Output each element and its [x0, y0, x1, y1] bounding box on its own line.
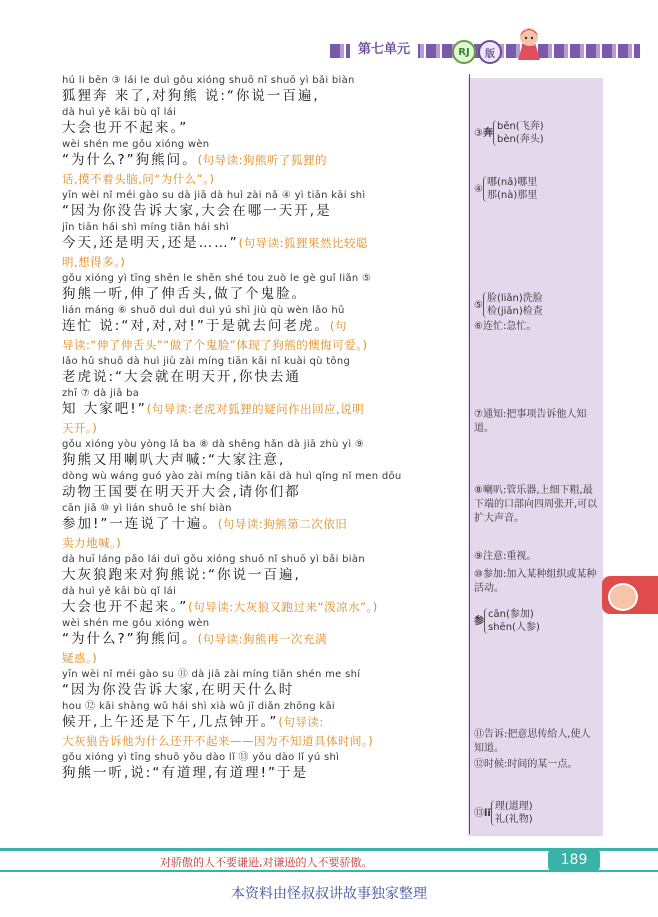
- text-line: [62, 106, 460, 138]
- side-note: [474, 292, 598, 318]
- text-line: [62, 170, 460, 189]
- mascot-face-icon: [608, 583, 638, 611]
- note-text: 告诉:把意思传给人,使人知道。: [474, 729, 591, 754]
- pinyin-line: wèi shén me gǒu xióng wèn: [62, 618, 210, 629]
- text-line: [62, 253, 460, 272]
- hanzi-text: 候开,上午还是下午,几点钟开。”: [62, 714, 279, 730]
- hanzi-text: 狗熊一听,说:“有道理,有道理!”于是: [62, 765, 309, 781]
- text-line: [62, 336, 460, 355]
- side-note: [474, 176, 598, 202]
- text-line: [62, 553, 460, 585]
- hanzi-text: 狗熊一听,伸了伸舌头,做了个鬼脸。: [62, 286, 308, 302]
- hanzi-text: 大灰狼跑来对狗熊说:“你说一百遍,: [62, 567, 301, 583]
- story-text: [62, 74, 460, 844]
- reading-guide: (句导读:大灰狼又跑过来“泼凉水”。): [188, 600, 378, 614]
- reading-guide: (句: [329, 319, 347, 333]
- note-item: 理(道理): [494, 801, 533, 812]
- note-item: 脸(liǎn)洗脸: [486, 293, 543, 304]
- hanzi-line: [62, 598, 460, 617]
- pinyin-line: lǎo hǔ shuō dà huì jiù zài míng tiān kāi nǐ kuài qù tōng: [62, 356, 351, 367]
- page-footer: [0, 846, 658, 874]
- text-line: [62, 272, 460, 304]
- note-number: ⑧: [474, 485, 483, 496]
- hanzi-text: “为什么?”狗熊问。: [62, 152, 198, 168]
- reading-guide: 明,想得多。): [62, 255, 126, 269]
- note-item: bēn(飞奔): [496, 121, 544, 132]
- hanzi-line: [62, 368, 460, 387]
- hanzi-line: [62, 317, 460, 336]
- pinyin-line: hou ⑫ kāi shàng wǔ hái shì xià wǔ jǐ diǎn zhōng kāi: [62, 701, 335, 712]
- text-line: [62, 502, 460, 534]
- text-line: [62, 649, 460, 668]
- hanzi-text: 大会也开不起来。”: [62, 120, 189, 136]
- text-line: [62, 74, 460, 106]
- hanzi-text: 狗熊又用喇叭大声喊:“大家注意,: [62, 452, 286, 468]
- note-item: bèn(奔头): [496, 134, 544, 145]
- hanzi-line: [62, 681, 460, 700]
- note-number: ⑬: [474, 808, 484, 819]
- note-number: ⑥: [474, 321, 483, 332]
- reading-guide: 导读:“伸了伸舌头”“做了个鬼脸”体现了狗熊的懊悔可爱。): [62, 338, 368, 352]
- hanzi-text: “因为你没告诉大家,在明天什么时: [62, 682, 295, 698]
- pinyin-line: zhī ⑦ dà jiā ba: [62, 388, 140, 399]
- pinyin-line: lián máng ⑥ shuō duì duì duì yú shì jiù qù wèn lǎo hǔ: [62, 305, 345, 316]
- text-line: [62, 668, 460, 700]
- note-number: ⑨: [474, 551, 483, 562]
- reading-guide: (句导读:狐狸果然比较聪: [238, 236, 368, 250]
- side-note: [474, 800, 598, 826]
- note-item: cān(参加): [488, 609, 534, 620]
- pinyin-line: dà huì yě kāi bù qǐ lái: [62, 586, 177, 597]
- note-text: 注意:重视。: [482, 551, 537, 562]
- note-number: ④: [474, 184, 483, 195]
- note-brace-group: [493, 120, 544, 146]
- hanzi-text: 狐狸奔 来了,对狗熊 说:“你说一百遍,: [62, 88, 320, 104]
- note-item: 那(nà)那里: [486, 190, 538, 201]
- side-note: [474, 728, 598, 756]
- reading-guide: (句导读:老虎对狐狸的疑问作出回应,说明: [146, 402, 365, 416]
- hanzi-line: [62, 87, 460, 106]
- side-note: [474, 550, 598, 564]
- pinyin-line: yīn wèi nǐ méi gào su dà jiā dà huì zài nǎ ④ yì tiān kāi shì: [62, 190, 366, 201]
- hanzi-line: [62, 285, 460, 304]
- unit-title: 第七单元: [350, 36, 418, 59]
- note-text: 通知:把事项告诉他人知道。: [474, 409, 587, 434]
- note-number: ⑫: [474, 759, 484, 770]
- hanzi-line: [62, 713, 460, 732]
- reading-guide: 天开。): [62, 421, 98, 435]
- side-note: [474, 568, 598, 596]
- pinyin-line: hú li bēn ③ lái le duì gǒu xióng shuō nǐ shuō yì bǎi biàn: [62, 75, 355, 86]
- text-line: [62, 189, 460, 221]
- hanzi-text: 老虎说:“大会就在明天开,你快去通: [62, 369, 301, 385]
- note-brace-group: [483, 176, 537, 202]
- side-note: [474, 120, 598, 146]
- pinyin-line: wèi shén me gǒu xióng wèn: [62, 139, 210, 150]
- hanzi-text: 知 大家吧!”: [62, 401, 147, 417]
- rj-badge: RJ: [452, 40, 476, 64]
- side-note: [474, 758, 598, 772]
- credit-line: 本资料由怪叔叔讲故事独家整理: [231, 886, 427, 902]
- hanzi-line: [62, 483, 460, 502]
- mascot-icon: [512, 24, 546, 62]
- hanzi-text: “因为你没告诉大家,大会在哪一天开,是: [62, 203, 332, 219]
- hanzi-text: 今天,还是明天,还是……”: [62, 235, 239, 251]
- text-line: [62, 387, 460, 419]
- page-number: 189: [548, 848, 600, 872]
- text-line: [62, 355, 460, 387]
- hanzi-line: [62, 764, 460, 783]
- text-line: [62, 470, 460, 502]
- hanzi-line: [62, 151, 460, 170]
- hanzi-text: 动物王国要在明天开大会,请你们都: [62, 484, 301, 500]
- note-item: shēn(人参): [488, 622, 540, 633]
- reading-guide: (句导读:: [278, 715, 324, 729]
- hanzi-line: [62, 566, 460, 585]
- text-line: [62, 751, 460, 783]
- note-text: 连忙:急忙。: [482, 321, 537, 332]
- text-line: [62, 438, 460, 470]
- note-number: ⑦: [474, 409, 483, 420]
- reading-guide: 话,摸不着头脑,问“为什么”。): [62, 172, 215, 186]
- column-divider: [469, 74, 470, 834]
- side-note: [474, 484, 598, 526]
- page-header: [0, 36, 658, 66]
- hanzi-line: [62, 234, 460, 253]
- pinyin-line: gǒu xióng yì tīng shuō yǒu dào lǐ ⑬ yǒu dào lǐ yú shì: [62, 752, 340, 763]
- footer-motto: 对骄傲的人不要谦逊,对谦逊的人不要骄傲。: [160, 856, 373, 869]
- hanzi-line: [62, 630, 460, 649]
- note-item: 哪(nǎ)哪里: [486, 177, 538, 188]
- pinyin-line: jīn tiān hái shì míng tiān hái shì: [62, 222, 230, 233]
- hanzi-text: 参加!”一连说了十遍。: [62, 516, 218, 532]
- reading-guide: (句导读:狗熊听了狐狸的: [197, 153, 328, 167]
- text-line: [62, 221, 460, 253]
- reading-guide: (句导读:狗熊再一次充满: [197, 632, 328, 646]
- side-note: [474, 320, 598, 334]
- note-item: 礼(礼物): [494, 814, 533, 825]
- text-line: [62, 419, 460, 438]
- pinyin-line: dà huī láng pǎo lái duì gǒu xióng shuō nǐ shuō yì bǎi biàn: [62, 554, 365, 565]
- note-brace-group: [491, 800, 533, 826]
- pinyin-line: gǒu xióng yì tīng shēn le shēn shé tou zuò le gè guǐ liǎn ⑤: [62, 273, 372, 284]
- text-line: [62, 617, 460, 649]
- side-notes-panel: [468, 78, 603, 836]
- reading-guide: 疑惑。): [62, 651, 98, 665]
- note-number: ⑤: [474, 300, 483, 311]
- pinyin-line: dòng wù wáng guó yào zài míng tiān kāi dà huì qǐng nǐ men dōu: [62, 471, 402, 482]
- reading-guide: 卖力地喊。): [62, 536, 122, 550]
- note-head: 参: [474, 616, 484, 627]
- note-number: ⑪: [474, 729, 484, 740]
- note-text: 时候:时间的某一点。: [484, 759, 578, 770]
- text-line: [62, 138, 460, 170]
- chapter-tab: [602, 576, 658, 614]
- reading-guide: 大灰狼告诉他为什么还开不起来——因为不知道具体时间。): [62, 734, 374, 748]
- hanzi-line: [62, 400, 460, 419]
- note-number: ⑩: [474, 569, 483, 580]
- pinyin-line: dà huì yě kāi bù qǐ lái: [62, 107, 177, 118]
- pinyin-line: cān jiā ⑩ yì lián shuō le shí biàn: [62, 503, 232, 514]
- note-number: ③: [474, 128, 483, 139]
- text-line: [62, 732, 460, 751]
- note-brace-group: [484, 608, 540, 634]
- pinyin-line: gǒu xióng yòu yòng lǎ ba ⑧ dà shēng hǎn dà jiā zhù yì ⑨: [62, 439, 365, 450]
- note-head: 奔: [482, 128, 493, 139]
- side-note: [474, 408, 598, 436]
- hanzi-line: [62, 119, 460, 138]
- hanzi-text: 大会也开不起来。”: [62, 599, 189, 615]
- note-head: lǐ: [484, 808, 491, 819]
- hanzi-line: [62, 451, 460, 470]
- footer-rule-bottom: [0, 870, 658, 872]
- text-line: [62, 700, 460, 732]
- edition-badge: 版: [478, 40, 502, 64]
- note-text: 喇叭:管乐器,上细下粗,最下端的口部向四周张开,可以扩大声音。: [474, 485, 598, 524]
- side-note: [474, 608, 598, 634]
- hanzi-text: “为什么?”狗熊问。: [62, 631, 198, 647]
- note-brace-group: [483, 292, 543, 318]
- text-line: [62, 585, 460, 617]
- note-item: 检(jiǎn)检查: [486, 306, 543, 317]
- hanzi-line: [62, 515, 460, 534]
- text-line: [62, 304, 460, 336]
- hanzi-text: 连忙 说:“对,对,对!”于是就去问老虎。: [62, 318, 330, 334]
- text-line: [62, 534, 460, 553]
- pinyin-line: yīn wèi nǐ méi gào su ⑪ dà jiā zài míng tiān shén me shí: [62, 669, 361, 680]
- hanzi-line: [62, 202, 460, 221]
- reading-guide: (句导读:狗熊第二次依旧: [217, 517, 348, 531]
- note-text: 参加:加入某种组织或某种活动。: [474, 569, 597, 594]
